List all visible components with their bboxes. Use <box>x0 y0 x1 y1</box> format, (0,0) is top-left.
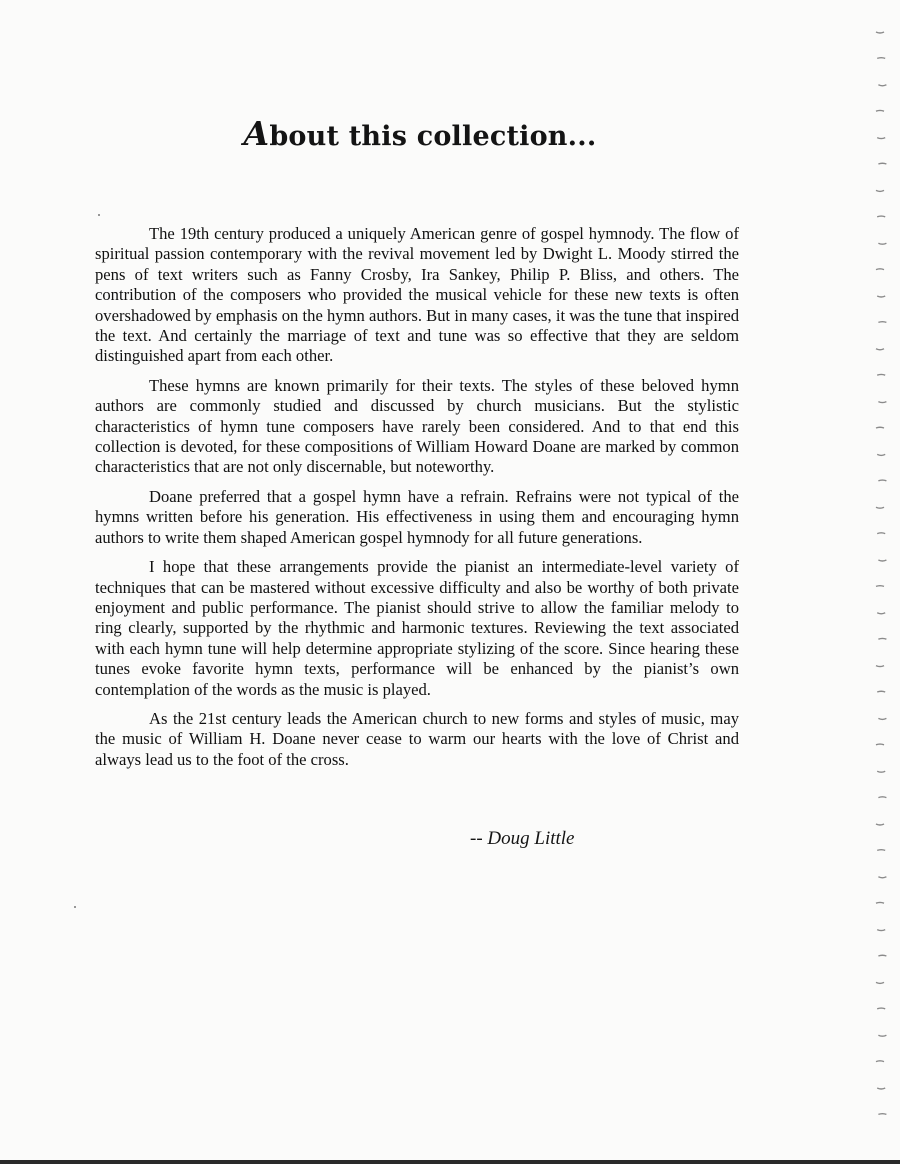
paragraph-2: These hymns are known primarily for their texts. The styles of these beloved hymn authors are commonly studied and discussed by church musicians. But the stylistic characteristics of hymn tune composers have rarely been considered. And to that end this collection is devoted, for these compositions of William Howard Doane are marked by common characteristics that are not only discernable, but noteworthy. <box>95 375 739 477</box>
binding-holes-graphic <box>866 10 896 1150</box>
binding-hole-mark <box>876 666 884 667</box>
binding-hole-mark <box>878 560 886 561</box>
binding-hole-mark <box>878 163 886 164</box>
binding-hole-mark <box>878 797 886 798</box>
binding-hole-mark <box>877 613 885 614</box>
binding-hole-mark <box>876 269 884 270</box>
binding-hole-mark <box>876 349 884 350</box>
paragraph-1: The 19th century produced a uniquely American genre of gospel hymnody. The flow of spiritual passion contemporary with the revival movement led by Dwight L. Moody stirred the pens of text writers such as Fanny Crosby, Ira Sankey, Philip P. Bliss, and others. The contribution of the composers who provided the musical vehicle for these new texts is often overshadowed by emphasis on the hymn authors. But in many cases, it was the tune that inspired the text. And certainly the marriage of text and tune was so effective that they are seldom distinguished apart from each other. <box>95 224 739 366</box>
title-initial: A <box>243 114 270 153</box>
binding-hole-mark <box>876 32 884 33</box>
paragraph-4: I hope that these arrangements provide the pianist an intermediate-level variety of techniques that can be mastered without excessive difficulty and also be worthy of both private enjoyment and public performance. The pianist should strive to allow the familiar melody to ring clearly, supported by the rhythmic and harmonic textures. Reviewing the text associated with each hymn tune will help determine appropriate stylizing of the score. Since hearing these tunes evoke favorite hymn texts, performance will be enhanced by the pianist’s own contemplation of the words as the music is played. <box>95 557 739 699</box>
binding-hole-mark <box>876 1061 884 1062</box>
binding-hole-mark <box>878 1114 886 1115</box>
paragraph-3: Doane preferred that a gospel hymn have a refrain. Refrains were not typical of the hymns written before his generation. His effectiveness in using them and encouraging hymn authors to write them shaped American gospel hymnody for all future generations. <box>95 486 739 547</box>
paragraph-5: As the 21st century leads the American church to new forms and styles of music, may the music of William H. Doane never cease to warm our hearts with the love of Christ and always lead us to the foot of the cross. <box>95 708 739 769</box>
binding-hole-mark <box>877 930 885 931</box>
binding-hole-mark <box>877 771 885 772</box>
binding-hole-mark <box>877 1008 885 1009</box>
binding-hole-mark <box>878 243 886 244</box>
scan-speck <box>74 906 76 908</box>
binding-hole-mark <box>877 691 885 692</box>
binding-hole-mark <box>878 480 886 481</box>
title-text: bout this collection... <box>269 121 597 152</box>
binding-hole-mark <box>876 824 884 825</box>
binding-hole-mark <box>877 296 885 297</box>
binding-hole-mark <box>876 427 884 428</box>
binding-hole-mark <box>877 533 885 534</box>
binding-hole-mark <box>877 138 885 139</box>
binding-hole-mark <box>876 982 884 983</box>
binding-hole-mark <box>876 744 884 745</box>
binding-hole-mark <box>876 110 884 111</box>
binding-hole-mark <box>877 216 885 217</box>
binding-marks <box>866 10 896 1150</box>
binding-hole-mark <box>876 902 884 903</box>
body-text <box>95 224 739 779</box>
binding-hole-mark <box>876 586 884 587</box>
binding-hole-mark <box>877 454 885 455</box>
signature: -- Doug Little <box>470 828 575 849</box>
binding-hole-mark <box>878 955 886 956</box>
binding-hole-mark <box>877 374 885 375</box>
scan-speck <box>98 214 100 216</box>
binding-hole-mark <box>876 507 884 508</box>
binding-hole-mark <box>878 638 886 639</box>
binding-hole-mark <box>877 1088 885 1089</box>
binding-hole-mark <box>878 718 886 719</box>
page-bottom-edge <box>0 1160 900 1164</box>
binding-hole-mark <box>878 402 886 403</box>
binding-hole-mark <box>877 58 885 59</box>
binding-hole-mark <box>878 85 886 86</box>
page-title <box>0 114 840 153</box>
binding-hole-mark <box>878 322 886 323</box>
binding-hole-mark <box>878 877 886 878</box>
binding-hole-mark <box>878 1035 886 1036</box>
binding-hole-mark <box>877 850 885 851</box>
binding-hole-mark <box>876 190 884 191</box>
